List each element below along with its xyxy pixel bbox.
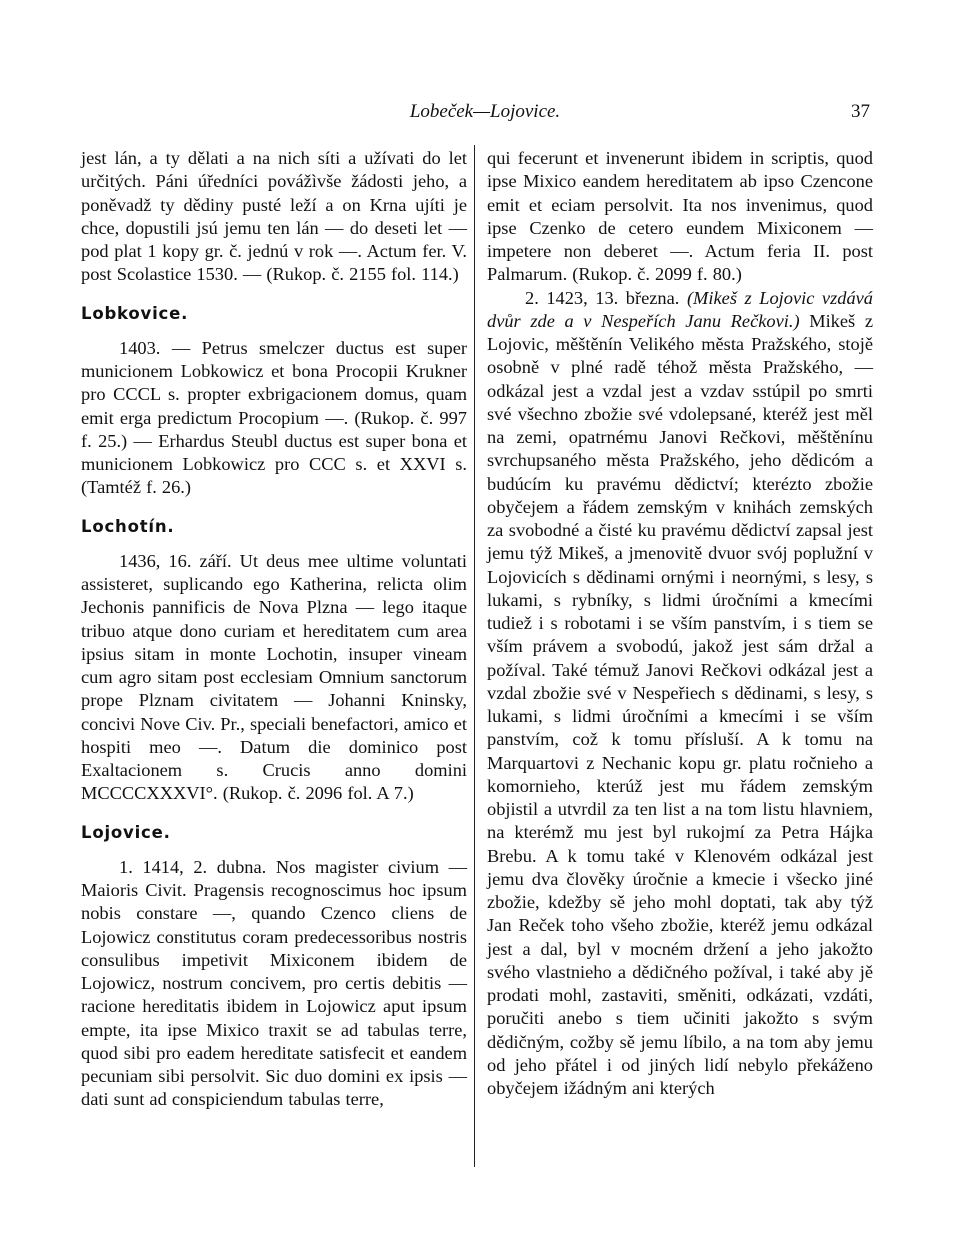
- running-header-title: Lobeček—Lojovice.: [409, 101, 561, 122]
- page-number: 37: [851, 101, 870, 122]
- column-divider: [474, 145, 475, 1167]
- right-column: [487, 147, 873, 1100]
- section-heading-lojovice: Lojovice.: [81, 822, 171, 842]
- left-column: [81, 147, 467, 1112]
- paragraph-lobkovice-1403: 1403. — Petrus smelczer ductus est super municionem Lobkowicz et bona Procopii Krukner pro CCCL s. propter exbrigacionem domus, quam emit erga predictum Procopium —. (Rukop. č. 997 f. 25.) — Erhardus Steubl ductus est super bona et municionem Lobkowicz pro CCC s. et XXVI s. (Tamtéž f. 26.): [81, 337, 467, 498]
- entry-date: 2. 1423, 13. března.: [525, 287, 687, 308]
- paragraph-lochotin-1436: 1436, 16. září. Ut deus mee ultime voluntati assisteret, suplicando ego Katherina, relicta olim Jechonis pannificis de Nova Plzna — lego itaque tribuo atque dono curiam et hereditatem cum area ipsius sitam in monte Lochotin, insuper vineam cum agro sitam post ecclesiam Omnium sanctorum prope Plznam civitatem — Johanni Kninsky, concivi Nove Civ. Pr., speciali benefactori, amico et hospiti meo —. Datum die dominico post Exaltacionem s. Crucis anno domini MCCCCXXXVI°. (Rukop. č. 2096 fol. A 7.): [81, 550, 467, 804]
- section-heading-lochotin: Lochotín.: [81, 516, 175, 536]
- entry-body: Mikeš z Lojovic, měštěnín Velikého města Pražského, stojě osobně v plné radě téhož města Pražského, — odkázal jest a vzdal jest a vzdav sstúpil po smrti své všechno zbožie své vdolepsané, kteréž jest měl na zemi, opatrnému Janovi Rečkovi, měštěnínu svrchupsaného města Pražského, jeho dědicóm a budúcím ku pravému dědictví; kterézto zbožie obyčejem a řádem zemským v knihách zemských za svobodné a čisté ku pravému dědictví zapsal jest jemu týž Mikeš, a jmenovitě dvuor svój poplužní v Lojovicích s dědinami ornými i neornými, s lesy, s lukami, s rybníky, s lidmi úročními a kmecími tudiež i s robotami i se vším panstvím, i s tiem se vším právem a svobodú, jakož jest sám držal a požíval. Také témuž Janovi Rečkovi odkázal jest a vzdal zbožie své v Nespeřiech s dědinami, s lesy, s lukami, s lidmi úročními a kmecími i se vším panstvím, což k tomu přísluší. A k tomu na Marquartovi z Nechanic kopu gr. platu ročnieho a komornieho, kterúž jest mu řádem zemským objistil a utvrdil za ten list a na tom listu hlavniem, na kterémž mu jest byl rukojmí za Petra Hájka Brebu. A k tomu také v Klenovém odkázal jest jemu dva člověky úročnie a kmecie i všecko jiné zbožie, kdežby sě jeho mohl doptati, tak aby týž Jan Reček toho všeho zbožie, kteréž jemu odkázal jest a dal, byl v mocném držení a jeho jakožto svého vlastnieho a dědičného požíval, i také aby jě prodati mohl, zastaviti, směniti, odkázati, vzdáti, poručiti anebo s tiem učiniti jakožto s svým dědičným, cožby sě jemu líbilo, a na tom aby jemu od jeho přátel i od jiných lidí nebylo překáženo obyčejem ižádným ani kterých: [487, 310, 873, 1098]
- paragraph-continuation-right: qui fecerunt et invenerunt ibidem in scriptis, quod ipse Mixico eandem hereditatem ab ipso Czencone emit et eciam persolvit. Ita nos invenimus, quod ipse Czenko de cetero eundem Mixiconem — impetere non deberet —. Actum feria II. post Palmarum. (Rukop. č. 2099 f. 80.): [487, 148, 873, 285]
- entry-summary-italic: (Mikeš z Lojovic vzdává dvůr zde a v Nespeřích Janu Rečkovi.): [487, 287, 873, 331]
- section-heading-lobkovice: Lobkovice.: [81, 303, 189, 323]
- paragraph-continuation: jest lán, a ty dělati a na nich síti a užívati do let určitých. Páni úředníci povážìvše žádosti jeho, a poněvadž ty dědiny pusté leží a on Krna ujíti je chce, dopustili jsú jemu ten lán — do deseti let — pod plat 1 kopy gr. č. jednú v rok —. Actum fer. V. post Scolastice 1530. — (Rukop. č. 2155 fol. 114.): [81, 148, 467, 285]
- paragraph-lojovice-1423: [487, 287, 873, 1101]
- paragraph-lojovice-1414: 1. 1414, 2. dubna. Nos magister civium — Maioris Civit. Pragensis recognoscimus hoc ipsum nobis constare —, quando Czenco cliens de Lojowicz constitutus coram predecessoribus nostris consulibus impetivit Mixiconem ibidem de Lojowicz, nostrum concivem, pro certis debitis — racione hereditatis ibidem in Lojowicz aput ipsum empte, ita ipse Mixico traxit se ad tabulas terre, quod sibi pro eadem hereditate satisfecit et eandem pecuniam sibi persolvit. Sic duo domini ex ipsis — dati sunt ad conspiciendum tabulas terre,: [81, 856, 467, 1110]
